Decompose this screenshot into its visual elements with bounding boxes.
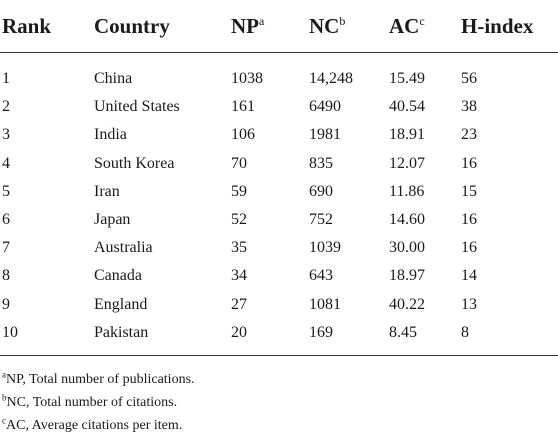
ac-cell: 12.07 bbox=[389, 154, 425, 172]
nc-cell: 169 bbox=[309, 323, 333, 341]
ac-cell: 40.22 bbox=[389, 295, 425, 313]
rank-cell: 2 bbox=[2, 98, 10, 116]
country-cell: Australia bbox=[94, 239, 153, 257]
footnotes bbox=[2, 368, 195, 437]
np-cell: 20 bbox=[231, 323, 247, 341]
header-country: Country bbox=[92, 0, 229, 53]
table-row bbox=[0, 178, 558, 206]
table-row bbox=[0, 291, 558, 319]
rank-cell: 4 bbox=[2, 154, 10, 172]
header-row bbox=[0, 0, 558, 53]
np-cell: 52 bbox=[231, 211, 247, 229]
footnote-b: $^b$NC, Total number of citations. bbox=[2, 392, 178, 410]
country-cell: India bbox=[94, 126, 127, 144]
country-cell: United States bbox=[94, 98, 180, 116]
table-row bbox=[0, 206, 558, 234]
nc-cell: 643 bbox=[309, 267, 333, 285]
np-cell: 70 bbox=[231, 154, 247, 172]
header-np: $NP^a$ bbox=[229, 0, 307, 53]
table-row bbox=[0, 262, 558, 290]
nc-cell: 835 bbox=[309, 154, 333, 172]
h-index-cell: 15 bbox=[461, 182, 477, 200]
h-index-cell: 16 bbox=[461, 154, 477, 172]
header-h-index: H-index bbox=[459, 0, 558, 53]
country-cell: Pakistan bbox=[94, 323, 149, 341]
rank-cell: 7 bbox=[2, 239, 10, 257]
country-cell: Iran bbox=[94, 182, 120, 200]
ac-cell: 40.54 bbox=[389, 98, 425, 116]
nc-cell: 1081 bbox=[309, 295, 341, 313]
table-row bbox=[0, 53, 558, 94]
table-row bbox=[0, 234, 558, 262]
h-index-cell: 13 bbox=[461, 295, 477, 313]
ac-cell: 14.60 bbox=[389, 211, 425, 229]
ac-cell: 30.00 bbox=[389, 239, 425, 257]
table-row bbox=[0, 93, 558, 121]
nc-cell: 1981 bbox=[309, 126, 341, 144]
np-cell: 161 bbox=[231, 98, 255, 116]
np-cell: 35 bbox=[231, 239, 247, 257]
country-cell: China bbox=[94, 70, 133, 88]
rank-cell: 8 bbox=[2, 267, 10, 285]
ac-cell: 18.97 bbox=[389, 267, 425, 285]
table-row bbox=[0, 150, 558, 178]
header-ac: $AC^c$ bbox=[387, 0, 459, 53]
country-cell: South Korea bbox=[94, 154, 175, 172]
header-nc: $NC^b$ bbox=[307, 0, 387, 53]
rank-cell: 10 bbox=[2, 323, 18, 341]
table-row bbox=[0, 319, 558, 356]
h-index-cell: 38 bbox=[461, 98, 477, 116]
rank-cell: 5 bbox=[2, 182, 10, 200]
nc-cell: 14,248 bbox=[309, 70, 353, 88]
nc-cell: 752 bbox=[309, 211, 333, 229]
rank-cell: 9 bbox=[2, 295, 10, 313]
ac-cell: 15.49 bbox=[389, 70, 425, 88]
h-index-cell: 56 bbox=[461, 70, 477, 88]
country-cell: England bbox=[94, 295, 148, 313]
footnote-c: $^c$AC, Average citations per item. bbox=[2, 415, 183, 433]
h-index-cell: 16 bbox=[461, 239, 477, 257]
rank-cell: 1 bbox=[2, 70, 10, 88]
h-index-cell: 8 bbox=[461, 323, 469, 341]
np-cell: 59 bbox=[231, 182, 247, 200]
rank-cell: 3 bbox=[2, 126, 10, 144]
table-row bbox=[0, 121, 558, 149]
h-index-cell: 14 bbox=[461, 267, 477, 285]
nc-cell: 1039 bbox=[309, 239, 341, 257]
ac-cell: 8.45 bbox=[389, 323, 417, 341]
table-body bbox=[0, 53, 558, 356]
np-cell: 34 bbox=[231, 267, 247, 285]
h-index-cell: 16 bbox=[461, 211, 477, 229]
rank-cell: 6 bbox=[2, 211, 10, 229]
country-cell: Japan bbox=[94, 211, 131, 229]
ac-cell: 18.91 bbox=[389, 126, 425, 144]
country-cell: Canada bbox=[94, 267, 142, 285]
footnote-a: $^a$NP, Total number of publications. bbox=[2, 369, 195, 387]
nc-cell: 6490 bbox=[309, 98, 341, 116]
np-cell: 106 bbox=[231, 126, 255, 144]
nc-cell: 690 bbox=[309, 182, 333, 200]
h-index-cell: 23 bbox=[461, 126, 477, 144]
ac-cell: 11.86 bbox=[389, 182, 425, 200]
np-cell: 27 bbox=[231, 295, 247, 313]
header-rank: Rank bbox=[0, 0, 92, 53]
np-cell: 1038 bbox=[231, 70, 263, 88]
